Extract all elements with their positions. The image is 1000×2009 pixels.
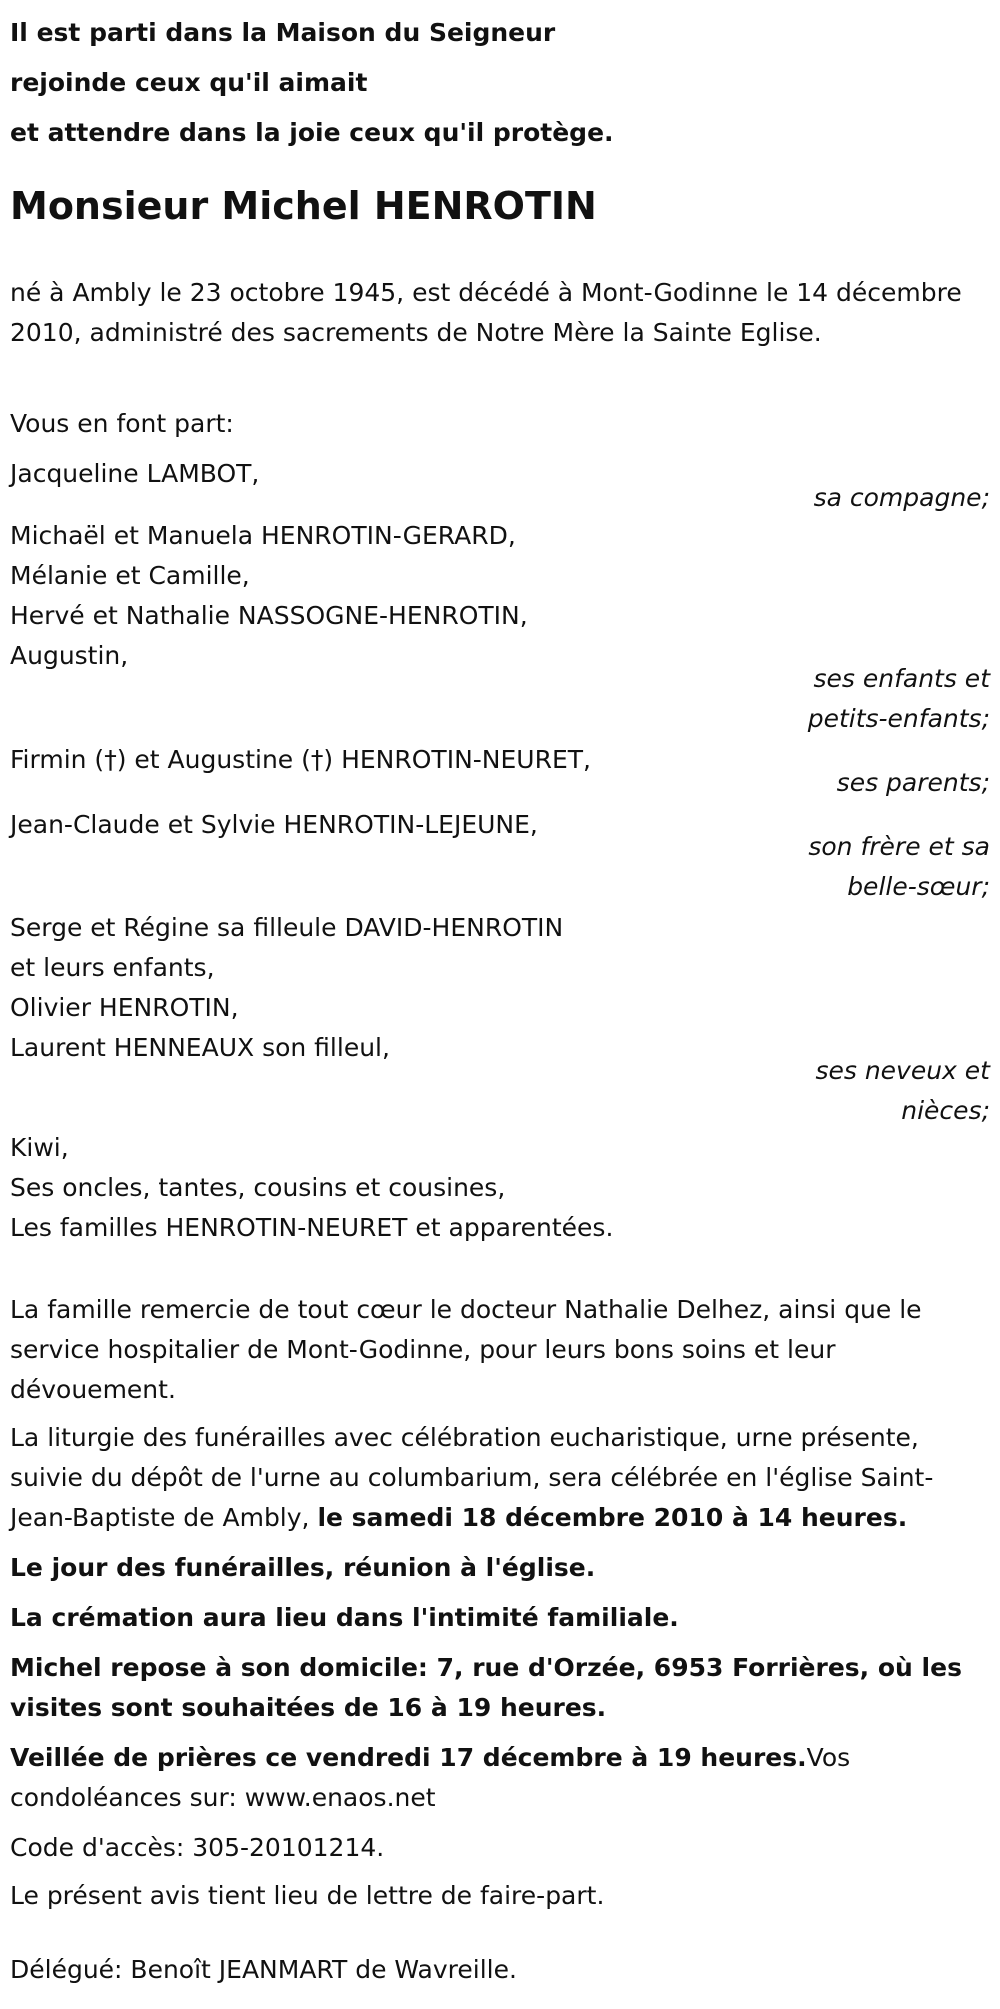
liturgy-paragraph (10, 1418, 995, 1538)
sibling-relation (808, 827, 990, 907)
meeting-note (10, 1548, 995, 1588)
parents-relation: ses parents; (836, 768, 990, 797)
nephews-list (10, 908, 995, 1068)
list-item: Augustin, (10, 641, 129, 670)
epigraph-line: et attendre dans la joie ceux qu'il protège. (10, 118, 614, 147)
list-item: Hervé et Nathalie NASSOGNE-HENROTIN, (10, 601, 528, 630)
access-code: Code d'accès: 305-20101214. (10, 1833, 385, 1862)
meeting-text: Le jour des funérailles, réunion à l'église. (10, 1553, 596, 1582)
relation-line: ses enfants et (813, 664, 990, 693)
visit-note (10, 1648, 995, 1728)
intro-paragraph: né à Ambly le 23 octobre 1945, est décédé à Mont-Godinne le 14 décembre 2010, administré des sacrements de Notre Mère la Sainte Eglise. (10, 278, 962, 347)
delegate-line: Délégué: Benoît JEANMART de Wavreille. (10, 1955, 517, 1984)
list-item: Laurent HENNEAUX son filleul, (10, 1033, 390, 1062)
sibling-name: Jean-Claude et Sylvie HENROTIN-LEJEUNE, (10, 810, 538, 839)
relation-line: ses neveux et (815, 1056, 990, 1085)
announcement-header: Vous en font part: (10, 409, 234, 438)
epigraph (10, 8, 614, 158)
list-item: Serge et Régine sa filleule DAVID-HENROTIN (10, 913, 564, 942)
deceased-name: Monsieur Michel HENROTIN (10, 184, 597, 228)
faire-part-notice: Le présent avis tient lieu de lettre de faire-part. (10, 1881, 605, 1910)
visit-text: Michel repose à son domicile: 7, rue d'Orzée, 6953 Forrières, où les visites sont souhaitées de 16 à 19 heures. (10, 1653, 962, 1722)
list-item: Mélanie et Camille, (10, 561, 250, 590)
list-item: Les familles HENROTIN-NEURET et apparentées. (10, 1213, 614, 1242)
nephews-relation (815, 1051, 990, 1131)
relation-line: nièces; (901, 1096, 990, 1125)
liturgy-text: La liturgie des funérailles avec célébration eucharistique, urne présente, suivie du dépôt de l'urne au columbarium, sera célébrée en l'église Saint-Jean-Baptiste de Ambly, (10, 1423, 934, 1532)
other-family-list (10, 1128, 995, 1248)
list-item: Olivier HENROTIN, (10, 993, 239, 1022)
list-item: Ses oncles, tantes, cousins et cousines, (10, 1173, 506, 1202)
list-item: Kiwi, (10, 1133, 69, 1162)
relation-line: petits-enfants; (807, 704, 990, 733)
condolences-text: Vos condoléances sur: www.enaos.net (10, 1743, 851, 1812)
relation-line: son frère et sa (808, 832, 990, 861)
epigraph-line: rejoinde ceux qu'il aimait (10, 68, 368, 97)
cremation-note (10, 1598, 995, 1638)
parents-name: Firmin (†) et Augustine (†) HENROTIN-NEURET, (10, 745, 591, 774)
list-item: et leurs enfants, (10, 953, 215, 982)
vigil-text: Veillée de prières ce vendredi 17 décembre à 19 heures. (10, 1743, 807, 1772)
children-relation (808, 659, 990, 739)
relation-line: belle-sœur; (847, 872, 990, 901)
vigil-paragraph (10, 1738, 995, 1818)
funeral-date: le samedi 18 décembre 2010 à 14 heures. (317, 1503, 908, 1532)
companion-relation: sa compagne; (813, 483, 990, 512)
cremation-text: La crémation aura lieu dans l'intimité familiale. (10, 1603, 679, 1632)
list-item: Michaël et Manuela HENROTIN-GERARD, (10, 521, 516, 550)
companion-name: Jacqueline LAMBOT, (10, 459, 260, 488)
epigraph-line: Il est parti dans la Maison du Seigneur (10, 18, 556, 47)
thanks-paragraph: La famille remercie de tout cœur le docteur Nathalie Delhez, ainsi que le service hospitalier de Mont-Godinne, pour leurs bons soins et leur dévouement. (10, 1295, 922, 1404)
children-list (10, 516, 995, 676)
